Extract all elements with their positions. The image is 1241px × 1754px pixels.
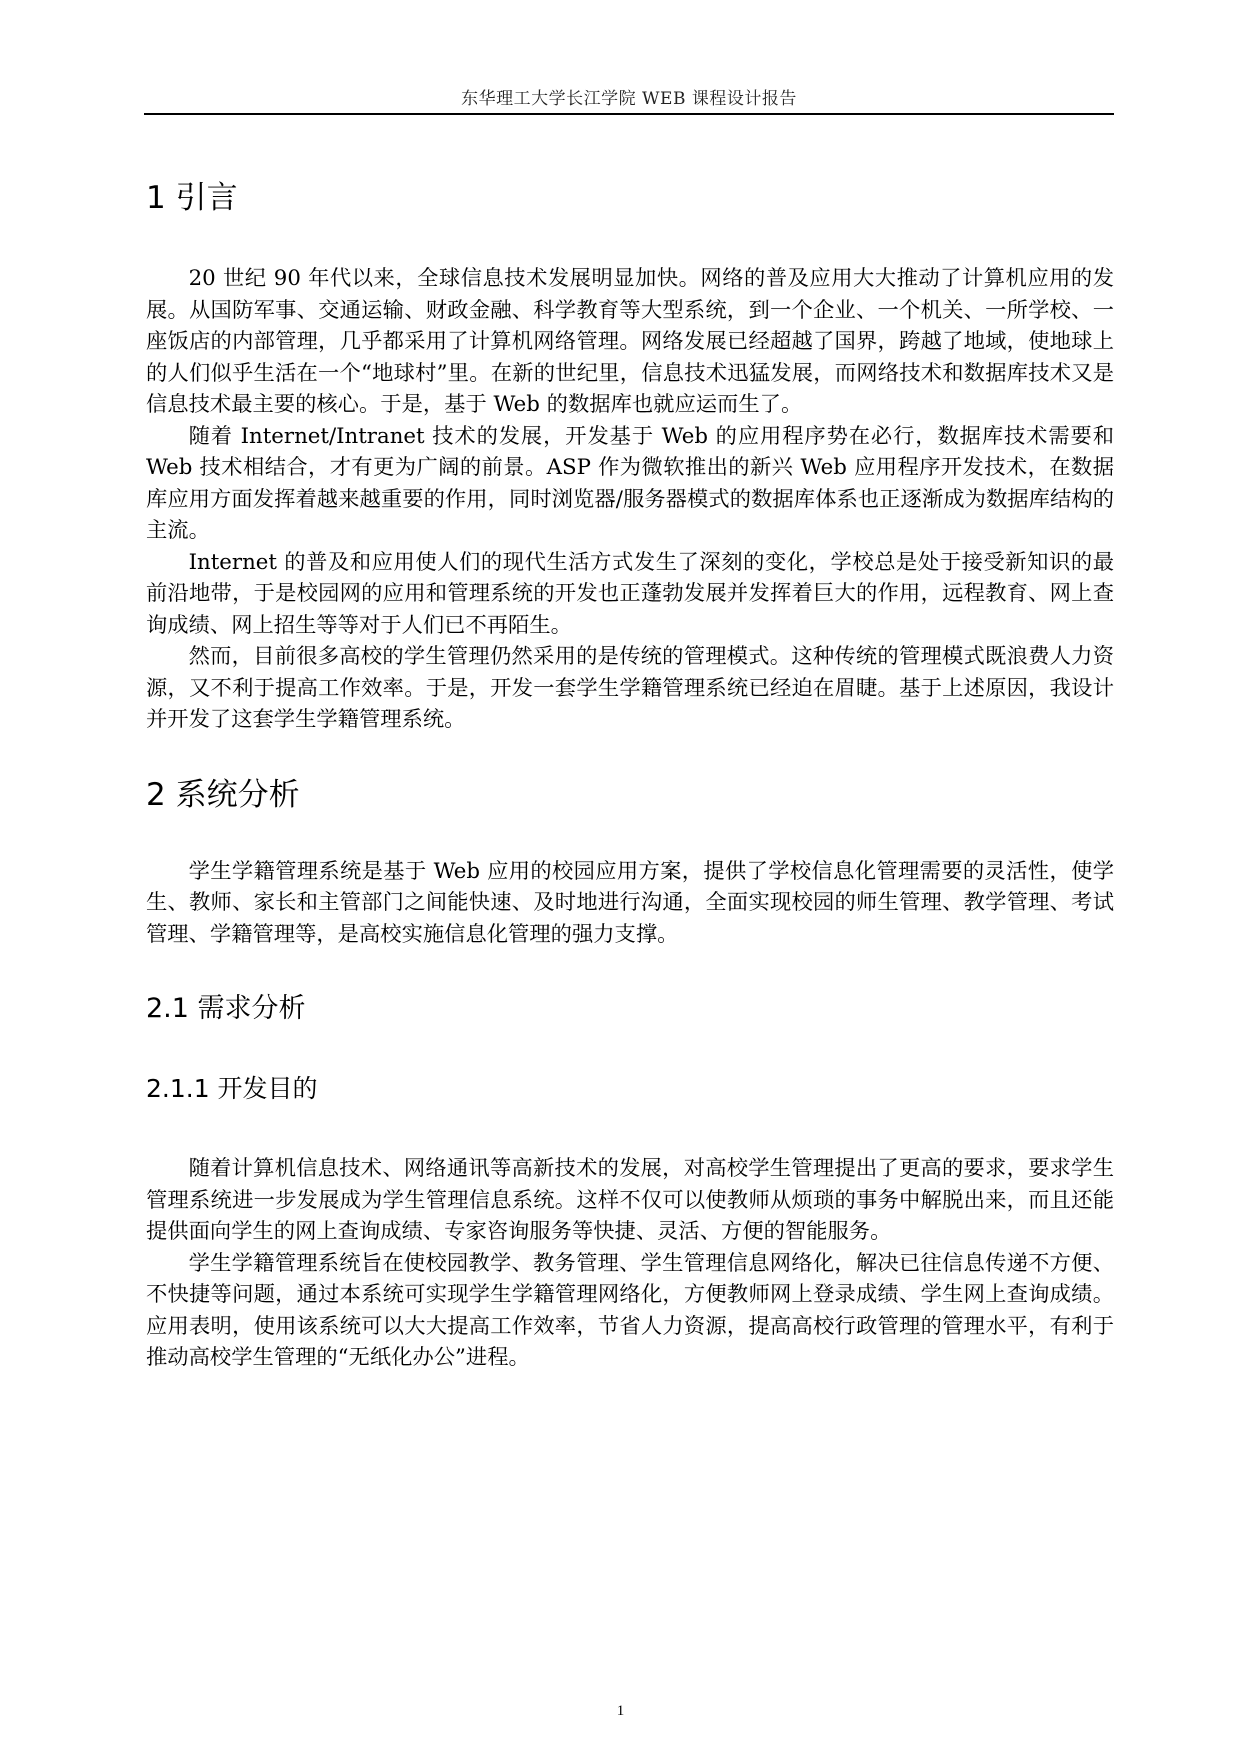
goal-paragraph-2: 学生学籍管理系统旨在使校园教学、教务管理、学生管理信息网络化，解决已往信息传递不方便、不快捷等问题，通过本系统可实现学生学籍管理网络化，方便教师网上登录成绩、学生网上查询成绩。应用表明，使用该系统可以大大提高工作效率，节省人力资源，提高高校行政管理的管理水平，有利于推动高校学生管理的“无纸化办公”进程。 bbox=[146, 1250, 1114, 1370]
analysis-paragraph-1: 学生学籍管理系统是基于 Web 应用的校园应用方案，提供了学校信息化管理需要的灵活性，使学生、教师、家长和主管部门之间能快速、及时地进行沟通，全面实现校园的师生管理、教学管理、考试管理、学籍管理等，是高校实施信息化管理的强力支撑。 bbox=[146, 858, 1114, 947]
section-heading-system-analysis: 2 系统分析 bbox=[146, 776, 300, 813]
intro-paragraph-1: 20 世纪 90 年代以来，全球信息技术发展明显加快。网络的普及应用大大推动了计算机应用的发展。从国防军事、交通运输、财政金融、科学教育等大型系统，到一个企业、一个机关、一所学校、一座饭店的内部管理，几乎都采用了计算机网络管理。网络发展已经超越了国界，跨越了地域，使地球上的人们似乎生活在一个“地球村”里。在新的世纪里，信息技术迅猛发展，而网络技术和数据库技术又是信息技术最主要的核心。于是，基于 Web 的数据库也就应运而生了。 bbox=[146, 266, 1114, 417]
header-rule bbox=[144, 113, 1114, 115]
section-heading-intro: 1 引言 bbox=[146, 180, 238, 216]
goal-paragraph-1: 随着计算机信息技术、网络通讯等高新技术的发展，对高校学生管理提出了更高的要求，要求学生管理系统进一步发展成为学生管理信息系统。这样不仅可以使教师从烦琐的事务中解脱出来，而且还能提供面向学生的网上查询成绩、专家咨询服务等快捷、灵活、方便的智能服务。 bbox=[146, 1156, 1114, 1244]
intro-paragraph-2: 随着 Internet/Intranet 技术的发展，开发基于 Web 的应用程序势在必行，数据库技术需要和 Web 技术相结合，才有更为广阔的前景。ASP 作为微软推出的新兴 Web 应用程序开发技术，在数据库应用方面发挥着越来越重要的作用，同时浏览器/服务器模式的数据库体系也正逐渐成为数据库结构的主流。 bbox=[146, 423, 1114, 543]
subsection-heading-requirements: 2.1 需求分析 bbox=[146, 993, 306, 1024]
document-body bbox=[146, 178, 1114, 1374]
subsubsection-heading-development-goal: 2.1.1 开发目的 bbox=[146, 1074, 318, 1103]
running-header: 东华理工大学长江学院 WEB 课程设计报告 bbox=[461, 89, 797, 109]
page-number: 1 bbox=[616, 1703, 625, 1719]
intro-paragraph-4: 然而，目前很多高校的学生管理仍然采用的是传统的管理模式。这种传统的管理模式既浪费人力资源，又不利于提高工作效率。于是，开发一套学生学籍管理系统已经迫在眉睫。基于上述原因，我设计并开发了这套学生学籍管理系统。 bbox=[146, 644, 1114, 732]
intro-paragraph-3: Internet 的普及和应用使人们的现代生活方式发生了深刻的变化，学校总是处于接受新知识的最前沿地带，于是校园网的应用和管理系统的开发也正蓬勃发展并发挥着巨大的作用，远程教育、网上查询成绩、网上招生等等对于人们已不再陌生。 bbox=[146, 549, 1114, 638]
